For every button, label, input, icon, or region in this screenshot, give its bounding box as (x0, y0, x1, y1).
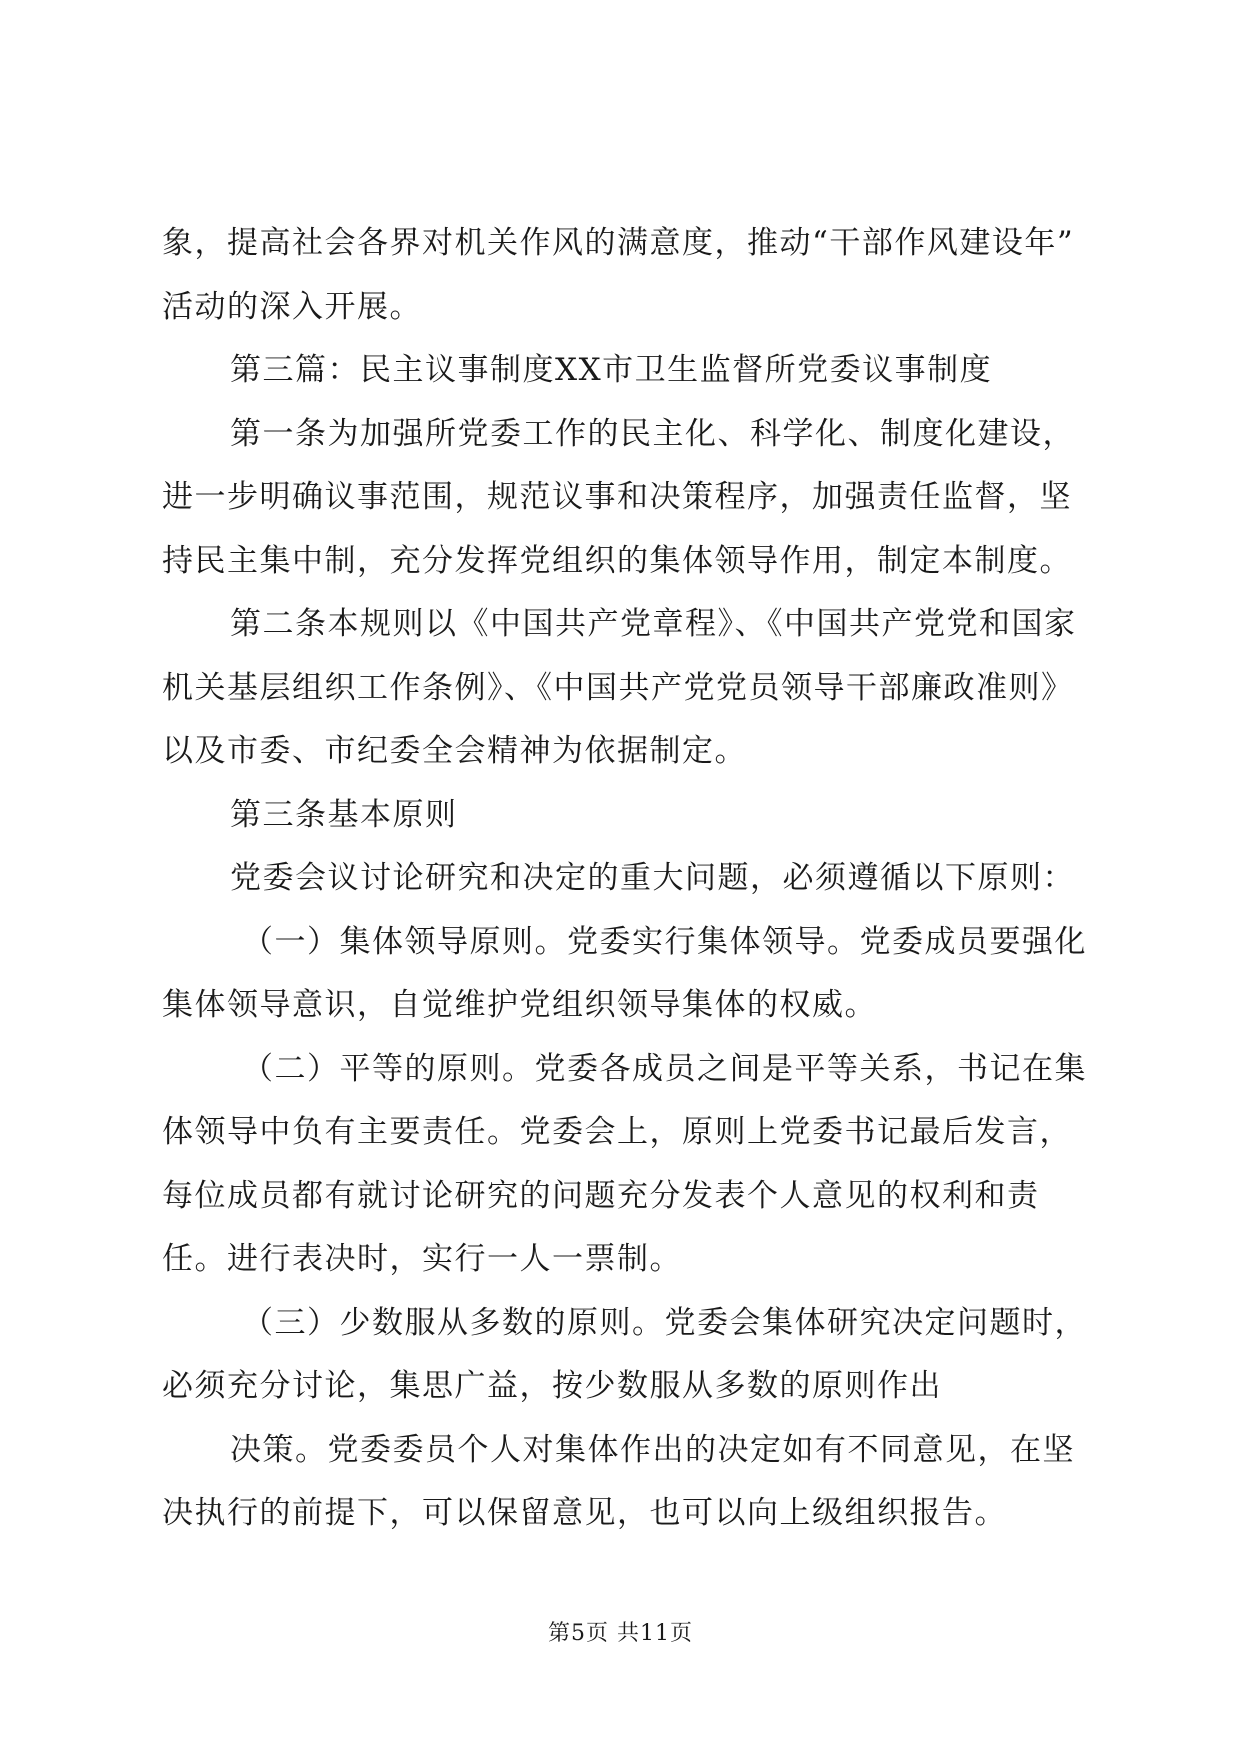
article-heading: 第三条基本原则 (230, 796, 458, 833)
text-line: 第一条为加强所党委工作的民主化、科学化、制度化建设， (230, 415, 1075, 452)
text-line: 第二条本规则以《中国共产党章程》、《中国共产党党和国家 (230, 606, 1077, 642)
text-line: 决策。党委委员个人对集体作出的决定如有不同意见，在坚 (230, 1431, 1075, 1468)
text-line: 必须充分讨论，集思广益，按少数服从多数的原则作出 (162, 1368, 942, 1404)
text-line: 任。进行表决时，实行一人一票制。 (162, 1241, 682, 1277)
page-number-footer: 第5页 共11页 (548, 1621, 693, 1646)
text-line: 以及市委、市纪委全会精神为依据制定。 (162, 733, 747, 769)
text-line: 体领导中负有主要责任。党委会上，原则上党委书记最后发言， (162, 1114, 1072, 1150)
text-line: （一）集体领导原则。党委实行集体领导。党委成员要强化 (242, 923, 1087, 960)
section-heading: 第三篇：民主议事制度XX市卫生监督所党委议事制度 (230, 352, 993, 388)
text-line: 持民主集中制，充分发挥党组织的集体领导作用，制定本制度。 (162, 542, 1072, 579)
text-line: 进一步明确议事范围，规范议事和决策程序，加强责任监督，坚 (162, 479, 1072, 515)
text-line: 党委会议讨论研究和决定的重大问题，必须遵循以下原则： (230, 860, 1075, 896)
text-line: （二）平等的原则。党委各成员之间是平等关系，书记在集 (242, 1050, 1087, 1087)
text-line: 象，提高社会各界对机关作风的满意度，推动“干部作风建设年” (162, 225, 1075, 261)
text-line: 每位成员都有就讨论研究的问题充分发表个人意见的权利和责 (162, 1177, 1040, 1214)
text-line: 集体领导意识，自觉维护党组织领导集体的权威。 (162, 987, 877, 1023)
text-line: 活动的深入开展。 (162, 288, 422, 325)
text-line: 机关基层组织工作条例》、《中国共产党党员领导干部廉政准则》 (162, 669, 1074, 706)
document-body (162, 212, 1087, 1546)
text-line: 决执行的前提下，可以保留意见，也可以向上级组织报告。 (162, 1495, 1007, 1531)
text-line: （三）少数服从多数的原则。党委会集体研究决定问题时， (242, 1304, 1087, 1341)
